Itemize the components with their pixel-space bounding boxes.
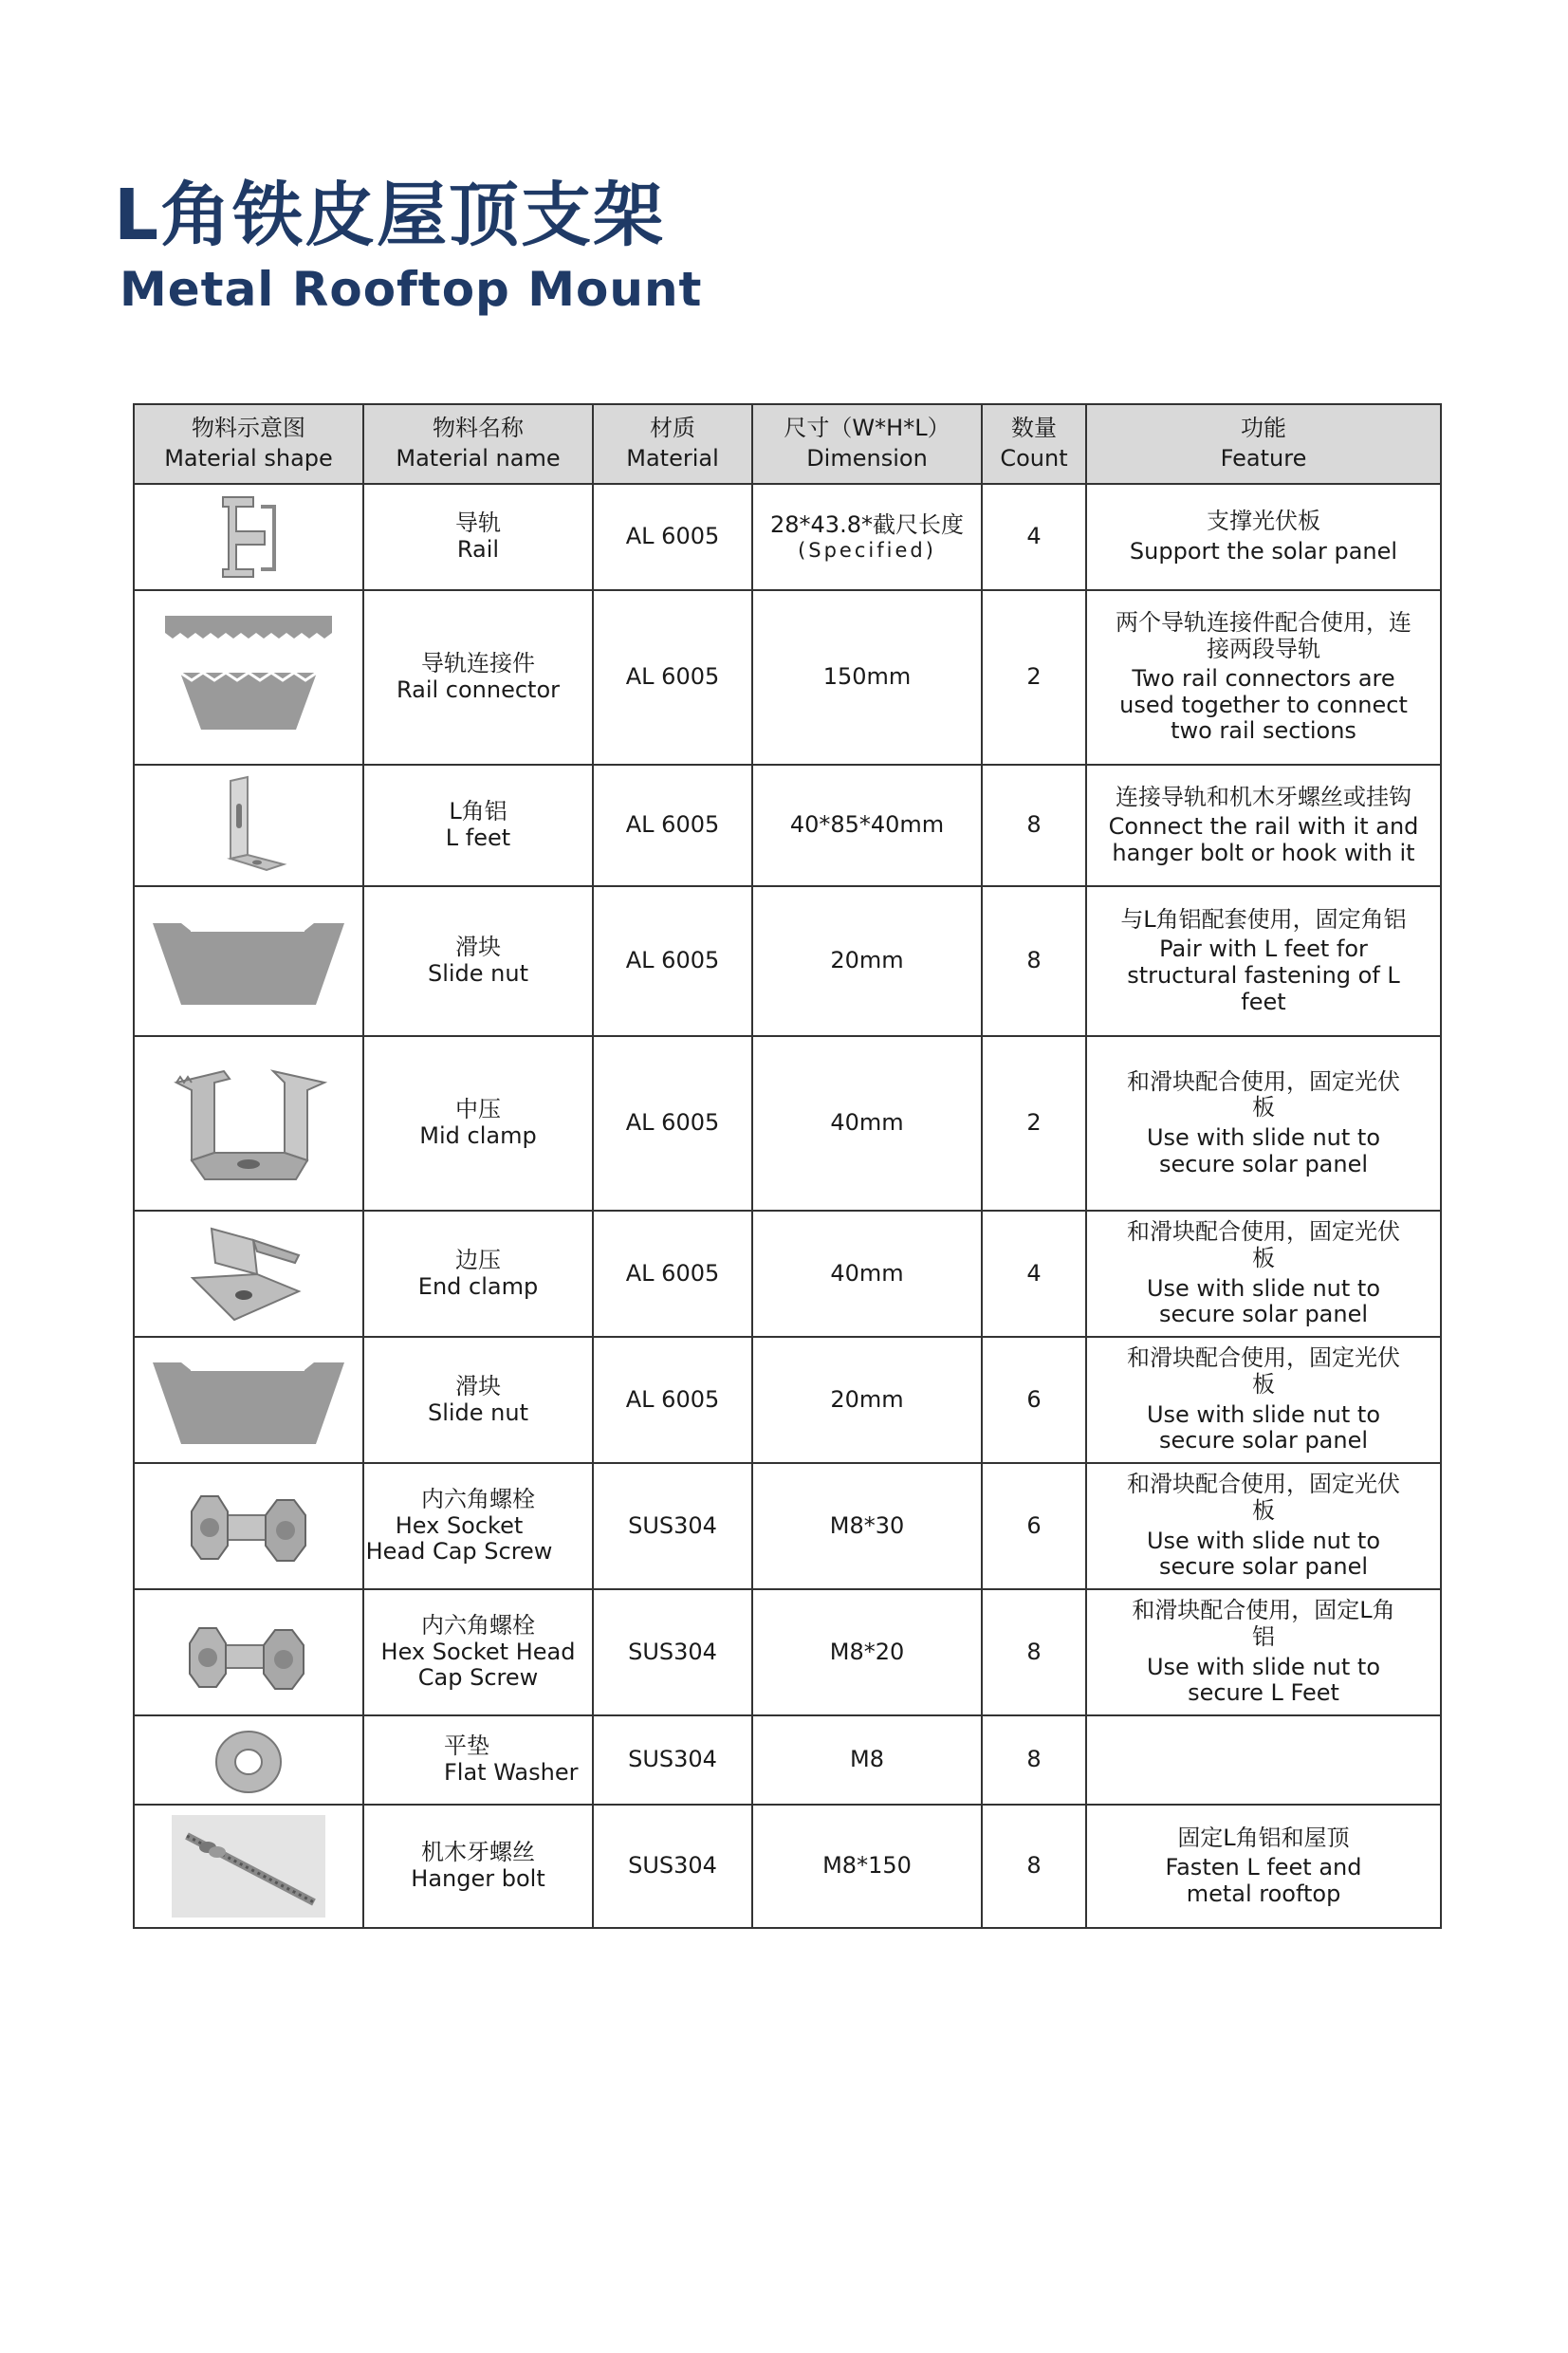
slide-nut-icon xyxy=(134,886,363,1036)
l-feet-icon xyxy=(134,765,363,886)
item-name: 内六角螺栓 Hex Socket Head Cap Screw xyxy=(363,1589,593,1715)
table-row xyxy=(134,1036,1441,1211)
hanger-bolt-icon xyxy=(134,1805,363,1928)
item-feature: 和滑块配合使用，固定光伏板 Use with slide nut to secure solar panel xyxy=(1086,1337,1441,1463)
item-count: 4 xyxy=(982,484,1086,590)
item-material: AL 6005 xyxy=(593,1211,752,1337)
item-count: 8 xyxy=(982,1589,1086,1715)
item-count: 8 xyxy=(982,886,1086,1036)
item-dimension: M8*150 xyxy=(752,1805,982,1928)
item-material: AL 6005 xyxy=(593,1337,752,1463)
hex-screw-icon xyxy=(134,1589,363,1715)
item-name: 滑块 Slide nut xyxy=(363,886,593,1036)
item-material: AL 6005 xyxy=(593,1036,752,1211)
item-name: 边压 End clamp xyxy=(363,1211,593,1337)
table-row xyxy=(134,765,1441,886)
item-count: 2 xyxy=(982,590,1086,765)
item-name: 导轨连接件 Rail connector xyxy=(363,590,593,765)
item-feature xyxy=(1086,1715,1441,1805)
item-feature: 和滑块配合使用，固定光伏板 Use with slide nut to secure solar panel xyxy=(1086,1463,1441,1589)
item-feature: 和滑块配合使用，固定L角铝 Use with slide nut to secure L Feet xyxy=(1086,1589,1441,1715)
page-title-zh: L角铁皮屋顶支架 xyxy=(114,175,666,256)
rail-connector-icon xyxy=(134,590,363,765)
table-row xyxy=(134,1805,1441,1928)
item-dimension: M8*20 xyxy=(752,1589,982,1715)
header-count: 数量 Count xyxy=(982,404,1086,484)
item-dimension: 150mm xyxy=(752,590,982,765)
item-name: 导轨 Rail xyxy=(363,484,593,590)
item-count: 8 xyxy=(982,765,1086,886)
header-dimension: 尺寸（W*H*L） Dimension xyxy=(752,404,982,484)
item-name: 内六角螺栓 Hex Socket Head Cap Screw xyxy=(363,1463,593,1589)
table-row xyxy=(134,484,1441,590)
item-name: 平垫 Flat Washer xyxy=(363,1715,593,1805)
item-dimension: 40*85*40mm xyxy=(752,765,982,886)
item-name: L角铝 L feet xyxy=(363,765,593,886)
item-dimension: 40mm xyxy=(752,1036,982,1211)
item-feature: 与L角铝配套使用，固定角铝 Pair with L feet for structural fastening of L feet xyxy=(1086,886,1441,1036)
item-dimension: 20mm xyxy=(752,886,982,1036)
item-name: 滑块 Slide nut xyxy=(363,1337,593,1463)
table-row xyxy=(134,1715,1441,1805)
item-feature: 支撑光伏板 Support the solar panel xyxy=(1086,484,1441,590)
item-name: 机木牙螺丝 Hanger bolt xyxy=(363,1805,593,1928)
end-clamp-icon xyxy=(134,1211,363,1337)
item-feature: 两个导轨连接件配合使用，连接两段导轨 Two rail connectors are used together to connect two rail sections xyxy=(1086,590,1441,765)
header-name: 物料名称 Material name xyxy=(363,404,593,484)
table-row xyxy=(134,1337,1441,1463)
item-dimension: 40mm xyxy=(752,1211,982,1337)
item-feature: 连接导轨和机木牙螺丝或挂钩 Connect the rail with it and hanger bolt or hook with it xyxy=(1086,765,1441,886)
item-count: 8 xyxy=(982,1715,1086,1805)
item-count: 4 xyxy=(982,1211,1086,1337)
item-count: 6 xyxy=(982,1463,1086,1589)
item-feature: 和滑块配合使用，固定光伏板 Use with slide nut to secure solar panel xyxy=(1086,1211,1441,1337)
item-dimension: 28*43.8*截尺长度 (Specified) xyxy=(752,484,982,590)
item-count: 2 xyxy=(982,1036,1086,1211)
header-feature: 功能 Feature xyxy=(1086,404,1441,484)
item-material: SUS304 xyxy=(593,1805,752,1928)
item-feature: 固定L角铝和屋顶 Fasten L feet and metal rooftop xyxy=(1086,1805,1441,1928)
table-header-row xyxy=(134,404,1441,484)
item-dimension: 20mm xyxy=(752,1337,982,1463)
item-count: 8 xyxy=(982,1805,1086,1928)
item-name: 中压 Mid clamp xyxy=(363,1036,593,1211)
hex-screw-icon xyxy=(134,1463,363,1589)
item-material: SUS304 xyxy=(593,1463,752,1589)
item-feature: 和滑块配合使用，固定光伏板 Use with slide nut to secure solar panel xyxy=(1086,1036,1441,1211)
page-title-en: Metal Rooftop Mount xyxy=(120,262,703,317)
mid-clamp-icon xyxy=(134,1036,363,1211)
table-row xyxy=(134,886,1441,1036)
item-material: AL 6005 xyxy=(593,886,752,1036)
rail-profile-icon xyxy=(134,484,363,590)
materials-table xyxy=(133,403,1442,1929)
item-dimension: M8 xyxy=(752,1715,982,1805)
flat-washer-icon xyxy=(134,1715,363,1805)
item-count: 6 xyxy=(982,1337,1086,1463)
item-material: AL 6005 xyxy=(593,590,752,765)
item-material: SUS304 xyxy=(593,1589,752,1715)
table-row xyxy=(134,590,1441,765)
header-shape: 物料示意图 Material shape xyxy=(134,404,363,484)
item-material: AL 6005 xyxy=(593,484,752,590)
slide-nut-icon xyxy=(134,1337,363,1463)
table-row xyxy=(134,1463,1441,1589)
item-dimension: M8*30 xyxy=(752,1463,982,1589)
item-material: AL 6005 xyxy=(593,765,752,886)
table-row xyxy=(134,1589,1441,1715)
item-material: SUS304 xyxy=(593,1715,752,1805)
table-row xyxy=(134,1211,1441,1337)
header-material: 材质 Material xyxy=(593,404,752,484)
